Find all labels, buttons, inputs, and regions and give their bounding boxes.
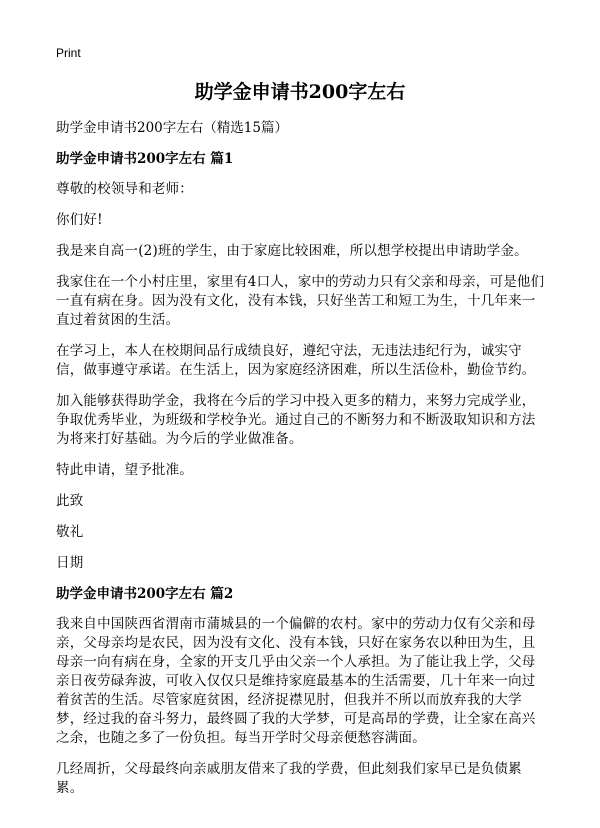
section-1 <box>56 150 546 573</box>
document-subtitle: 助学金申请书200字左右（精选15篇） <box>56 120 288 136</box>
paragraph: 我来自中国陕西省渭南市蒲城县的一个偏僻的农村。家中的劳动力仅有父亲和母亲，父母亲均是农民，因为没有文化、没有本钱，只好在家务农以种田为生，且母亲一向有病在身，全家的开支几乎由父亲一个人承担。为了能让我上学，父母亲日夜劳碌奔波，可收入仅仅只是维持家庭最基本的生活需要，几十年来一向过着贫苦的生活。尽管家庭贫困，经济捉襟见肘，但我并不所以而放弃我的大学梦，经过我的奋斗努力，最终圆了我的大学梦，可是高昂的学费，让全家在高兴之余，也随之多了一份负担。每当开学时父母亲便愁容满面。 <box>56 616 536 746</box>
paragraph: 在学习上，本人在校期间品行成绩良好，遵纪守法，无违法违纪行为，诚实守信，做事遵守承诺。在生活上，因为家庭经济困难，所以生活俭朴，勤俭节约。 <box>56 343 536 378</box>
section-heading: 助学金申请书200字左右 篇2 <box>56 586 234 602</box>
document-body <box>56 119 546 810</box>
closing-request: 特此申请，望予批准。 <box>56 462 193 478</box>
paragraph: 加入能够获得助学金，我将在今后的学习中投入更多的精力，来努力完成学业，争取优秀毕业，为班级和学校争光。通过自己的不断努力和不断汲取知识和方法为将来打好基础。为今后的学业做准备。 <box>56 393 536 447</box>
section-2 <box>56 585 546 798</box>
date-label: 日期 <box>56 555 84 571</box>
salutation: 尊敬的校领导和老师： <box>56 181 193 197</box>
paragraph: 我是来自高一(2)班的学生，由于家庭比较困难，所以想学校提出申请助学金。 <box>56 243 528 259</box>
section-heading: 助学金申请书200字左右 篇1 <box>56 151 234 167</box>
greeting: 你们好! <box>56 212 103 228</box>
closing-line: 此致 <box>56 493 84 509</box>
document-title: 助学金申请书200字左右 <box>194 81 406 103</box>
print-link[interactable]: Print <box>56 46 81 60</box>
paragraph: 几经周折，父母最终向亲戚朋友借来了我的学费，但此刻我们家早已是负债累累。 <box>56 761 522 796</box>
paragraph: 我家住在一个小村庄里，家里有4口人，家中的劳动力只有父亲和母亲，可是他们一直有病在身。因为没有文化，没有本钱，只好坐苦工和短工为生，十几年来一直过着贫困的生活。 <box>56 274 545 328</box>
closing-salute: 敬礼 <box>56 524 84 540</box>
